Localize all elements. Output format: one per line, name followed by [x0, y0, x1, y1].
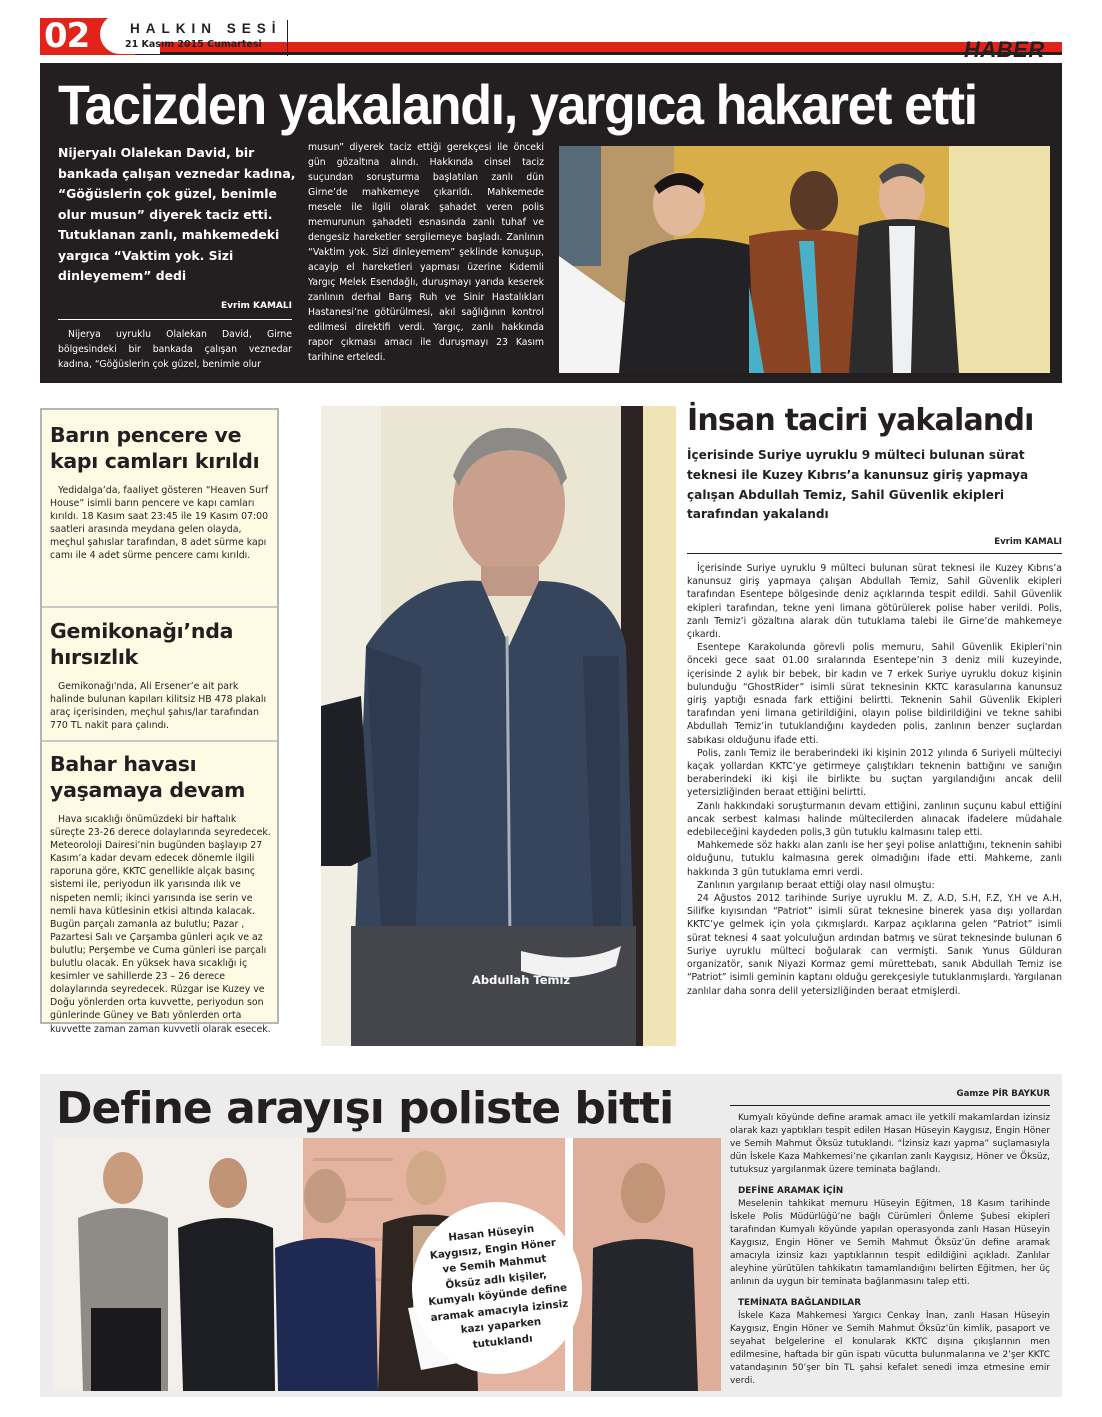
- lead-body-column-2: musun” diyerek taciz ettiği gerekçesi ile önceki gün gözaltına alındı. Hakkında cinsel taciz suçundan soruşturma başlatılan zanlı dün Girne’de mahkemeye çıkarıldı. Mahkemede mesele ile ilgili olarak şahadet veren polis memurunun şahadeti esnasında zanlı tuhaf ve dengesiz hareketler sergilemeye başladı. Zanlının “Vaktim yok. Sizi dinleyemem” şeklinde konuşup, acayip el hareketleri yapması üzerine Kıdemli Yargıç Melek Esendağlı, duruşmayı yarıda keserek zanlının derhal Barış Ruh ve Sinir Hastalıkları Hastanesi’ne götürülmesi, akıl sağlığının kontrol edilmesi direktifi verdi. Yargıç, zanlı hakkında rapor çıkması amacı ile duruşmayı 23 Kasım tarihine erteledi.: [308, 142, 544, 363]
- story2-paragraph: Esentepe Karakolunda görevli polis memuru, Sahil Güvenlik Ekipleri’nin önceki gece saat 01.00 sıralarında Esentepe’nin 3 deniz mili kuzeyinde, içerisinde 2 aylık bir bebek, bir kadın ve 7 erkek Suriye uyruklu dokuz kişinin bulunduğu “GhostRider” isimli sürat teknesinin KKTC karasularına kanunsuz giriş yaptığı esnada fark ettiğini belirtti. Teknenin Sahil Güvenlik Ekipleri tarafından yeni limana getirildiğini, olayın polise bildirildiğini ve tekne sahibi Abdullah Temiz’in tutuklandığını kaydeden polis, zanlının benzer suçlardan sabıkası olduğunu ifade etti.: [687, 642, 1062, 746]
- brief-body: Gemikonağı'nda, Ali Ersener’e ait park halinde bulunan kapıları kilitsiz HB 478 plakalı araç içerisinden, meçhul şahıs/lar tarafından 770 TL nakit para çalındı.: [50, 681, 267, 732]
- brief-divider: [42, 606, 277, 608]
- brief-body: Hava sıcaklığı önümüzdeki bir haftalık süreçte 23-26 derece dolaylarında seyredecek. Meteoroloji Dairesi’nin bugünden başlayıp 27 Kasım’a kadar devam edecek dönemle ilgili raporuna göre, KKTC genellikle alçak basınç sistemi ile, periyodun ilk yarısında ılık ve nispeten nemli; ikinci yarısında ise serin ve nemli hava kütlesinin etkisi altında kalacak. Bugün parçalı zamanla az bulutlu; Pazar , Pazartesi Salı ve Çarşamba günleri açık ve az bulutlu; Perşembe ve Cuma günleri ise parçalı bulutlu olacak. En yüksek hava sıcaklığı iç kesimler ve sahillerde 23 – 26 derece dolaylarında seyredecek. Rüzgar ise Kuzey ve Doğu yönlerden orta kuvvette, periyodun son günlerinde Güney ve Batı yönlerden orta kuvvette zaman zaman kuvvetli olarak esecek.: [50, 814, 271, 1035]
- brief-gemikonagi-theft: [50, 618, 272, 732]
- story2-body: [687, 562, 1062, 998]
- lead-body-column-1: Nijerya uyruklu Olalekan David, Girne bölgesindeki bir bankada çalışan veznedar kadına, “Göğüslerin çok güzel, benimle olur: [58, 329, 292, 370]
- page-number: 02: [44, 16, 90, 56]
- story3-photo: [53, 1138, 721, 1391]
- story3-callout-text: Hasan Hüseyin Kaygısız, Engin Höner ve Semih Mahmut Öksüz adlı kişiler, Kumyalı köyünde define aramak amacıyla izinsiz kazı yaparken tutuklandı: [427, 1222, 569, 1351]
- story3-subhead: TEMİNATA BAĞLANDILAR: [738, 1298, 861, 1308]
- story3-subhead: DEFİNE ARAMAK İÇİN: [738, 1186, 844, 1196]
- story2-paragraph: İçerisinde Suriye uyruklu 9 mülteci bulunan sürat teknesi ile Kuzey Kıbrıs’a kanunsuz giriş yapmaya çalışan Abdullah Temiz, Sahil Güvenlik ekipleri tarafından Esentepe bölgesinde deniz açıklarında tespit edildi. Sahil Güvenlik ekipleri tarafından, tekne yeni limana götürülerek polise haber verildi. Polis, zanlı Temiz’i gözaltına alarak dün tutuklama talebi ile Girne’de mahkemeye çıkardı.: [687, 563, 1062, 641]
- lead-headline: Tacizden yakalandı, yargıca hakaret etti: [58, 73, 977, 136]
- brief-weather: [50, 751, 272, 1036]
- story2-paragraph: Zanlı hakkındaki soruşturmanın devam ettiğini, zanlının suçunu kabul ettiğini ancak serbest kalması halinde mültecilerden alınacak ifadelere müdahale edebileceğini kaydeden polis,3 gün tutuklu kalmasını talep etti.: [687, 800, 1062, 839]
- brief-divider: [42, 740, 277, 742]
- photo-caption: Abdullah Temiz: [472, 973, 571, 987]
- brief-title: Barın pencere ve kapı camları kırıldı: [50, 423, 260, 473]
- lead-photo: [559, 146, 1050, 373]
- story2-rule: [687, 553, 1062, 554]
- lead-photo-illustration: [559, 146, 1050, 373]
- masthead-divider: [287, 20, 288, 56]
- story3-body: [730, 1112, 1050, 1388]
- story2-headline: İnsan taciri yakalandı: [687, 403, 1034, 438]
- lead-story: [40, 63, 1062, 383]
- lead-byline: Evrim KAMALI: [221, 301, 292, 311]
- story3-paragraph: Meselenin tahkikat memuru Hüseyin Eğitmen, 18 Kasım tarihinde İskele Polis Müdürlüğü’ne bağlı Cürümleri Önleme Şubesi ekipleri tarafından Kumyalı köyünde yapılan operasyonda zanlı Hasan Hüseyin Kaygısız, Engin Höner ve Semih Mahmut Öksüz’ün define aramak amacıyla izinsiz kazı yaptıklarının tespit edildiğini açıkladı. Zanlılar aleyhine yürütülen tahkikatın tamamlandığını belirten Eğitmen, her üç anlının da uygun bir teminata bağlanmasını talep etti.: [730, 1199, 1050, 1287]
- brief-bar-windows: [50, 422, 272, 563]
- story3-intro: Kumyalı köyünde define aramak amacı ile yetkili makamlardan izinsiz olarak kazı yaptıkları tespit edilen Hasan Hüseyin Kaygısız, Engin Höner ve Semih Mahmut Öksüz tutuklandı. “İzinsiz kazı yapma” suçlamasıyla dün İskele Kaza Mahkemesi’ne çıkarılan zanlı Kaygısız, Höner ve Öksüz, tutuksuz yargılanmak üzere teminata bağlandı.: [730, 1113, 1050, 1175]
- abdullah-temiz-photo: [321, 406, 676, 1046]
- newspaper-name: HALKIN SESİ: [130, 21, 282, 36]
- brief-title: Bahar havası yaşamaya devam: [50, 752, 246, 802]
- story2-paragraph: 24 Ağustos 2012 tarihinde Suriye uyruklu M. Z, A.D, S.H, F.Z, Y.H ve A.H, Silifke kıyısından “Patriot” isimli sürat teknesine binerek yasa dışı yollardan KKTC’ye gelmek için yola çıkmışlardı. Karpaz açıklarına gelen “Patriot” isimli sürat teknesi 4 saat yolculuğun ardından batmış ve sürat teknesinde bulunan 6 Suriye uyruklu mülteci boğularak can vermişti. Sanık Yunus Gülduran organizatör, sanık Niyazi Kormaz gemi mürettebatı, sanık Abdullah Temiz ise “Patriot” isimli geminin kaptanı olduğu gerekçesiyle tutuklanmışlardı. Yargılanan zanlılar daha sonra delil yetersizliğinden beraat etmişlerdi.: [687, 893, 1062, 997]
- story2-paragraph: Polis, zanlı Temiz ile beraberindeki iki kişinin 2012 yılında 6 Suriyeli mülteciyi kaçak yollardan KKTC’ye getirmeye çalıştıkları teknenin battığını ve sanığın beraberindeki iki kişi ile birlikte bu suçtan yargılandığını ancak delil yetersizliğinden beraat ettiğini belirtti.: [687, 747, 1062, 799]
- issue-date: 21 Kasım 2015 Cumartesi: [125, 39, 262, 50]
- section-label: HABER: [964, 37, 1045, 62]
- brief-title: Gemikonağı’nda hırsızlık: [50, 619, 234, 669]
- story3-byline: Gamze PİR BAYKUR: [956, 1089, 1050, 1099]
- story2-byline: Evrim KAMALI: [994, 537, 1062, 547]
- story3-rule: [730, 1105, 1050, 1106]
- lead-rule: [58, 319, 292, 320]
- story3-paragraph: İskele Kaza Mahkemesi Yargıcı Cenkay İnan, zanlı Hasan Hüseyin Kaygısız, Engin Höner ve Semih Mahmut Öksüz’ün kimlik, pasaport ve seyahat belgelerine el konularak KKTC dışına çıkışlarının men edilmesine, haftada bir gün ispatı vücutta bulunmalarına ve 2’şer KKTC vatandaşının 50’şer bin TL şahsi kefalet senedi imza etmesine emir verdi.: [730, 1311, 1050, 1386]
- brief-body: Yedidalga’da, faaliyet gösteren “Heaven Surf House” isimli barın pencere ve kapı camları kırıldı. 18 Kasım saat 23:45 ile 19 Kasım 07:00 saatleri arasında meydana gelen olayda, meçhul şahıslar tarafından, 8 adet sürme kapı camı ile 4 adet sürme pencere camı kırıldı.: [50, 485, 269, 562]
- masthead-dark-rule: [40, 52, 1062, 55]
- story3-photo-illustration: [53, 1138, 721, 1391]
- story2-deck: İçerisinde Suriye uyruklu 9 mülteci bulunan sürat teknesi ile Kuzey Kıbrıs’a kanunsuz giriş yapmaya çalışan Abdullah Temiz, Sahil Güvenlik ekipleri tarafından yakalandı: [687, 448, 1029, 522]
- lead-deck: Nijeryalı Olalekan David, bir bankada çalışan veznedar kadına, “Göğüslerin çok güzel, benimle olur musun” diyerek taciz etti. Tutuklanan zanlı, mahkemedeki yargıca “Vaktim yok. Sizi dinleyemem” dedi: [58, 145, 296, 283]
- story2-paragraph: Zanlının yargılanıp beraat ettiği olay nasıl olmuştu:: [697, 879, 935, 891]
- story2-paragraph: Mahkemede söz hakkı alan zanlı ise her şeyi polise anlattığını, teknenin sahibi olduğunu, tutuklu kalmasına gerek olmadığını ifade etti. Mahkeme, zanlı hakkında 3 gün tutuklama emri verdi.: [687, 840, 1062, 878]
- news-briefs-column: [40, 408, 279, 1035]
- portrait-illustration: [321, 406, 676, 1046]
- story3-headline: Define arayışı poliste bitti: [56, 1083, 674, 1134]
